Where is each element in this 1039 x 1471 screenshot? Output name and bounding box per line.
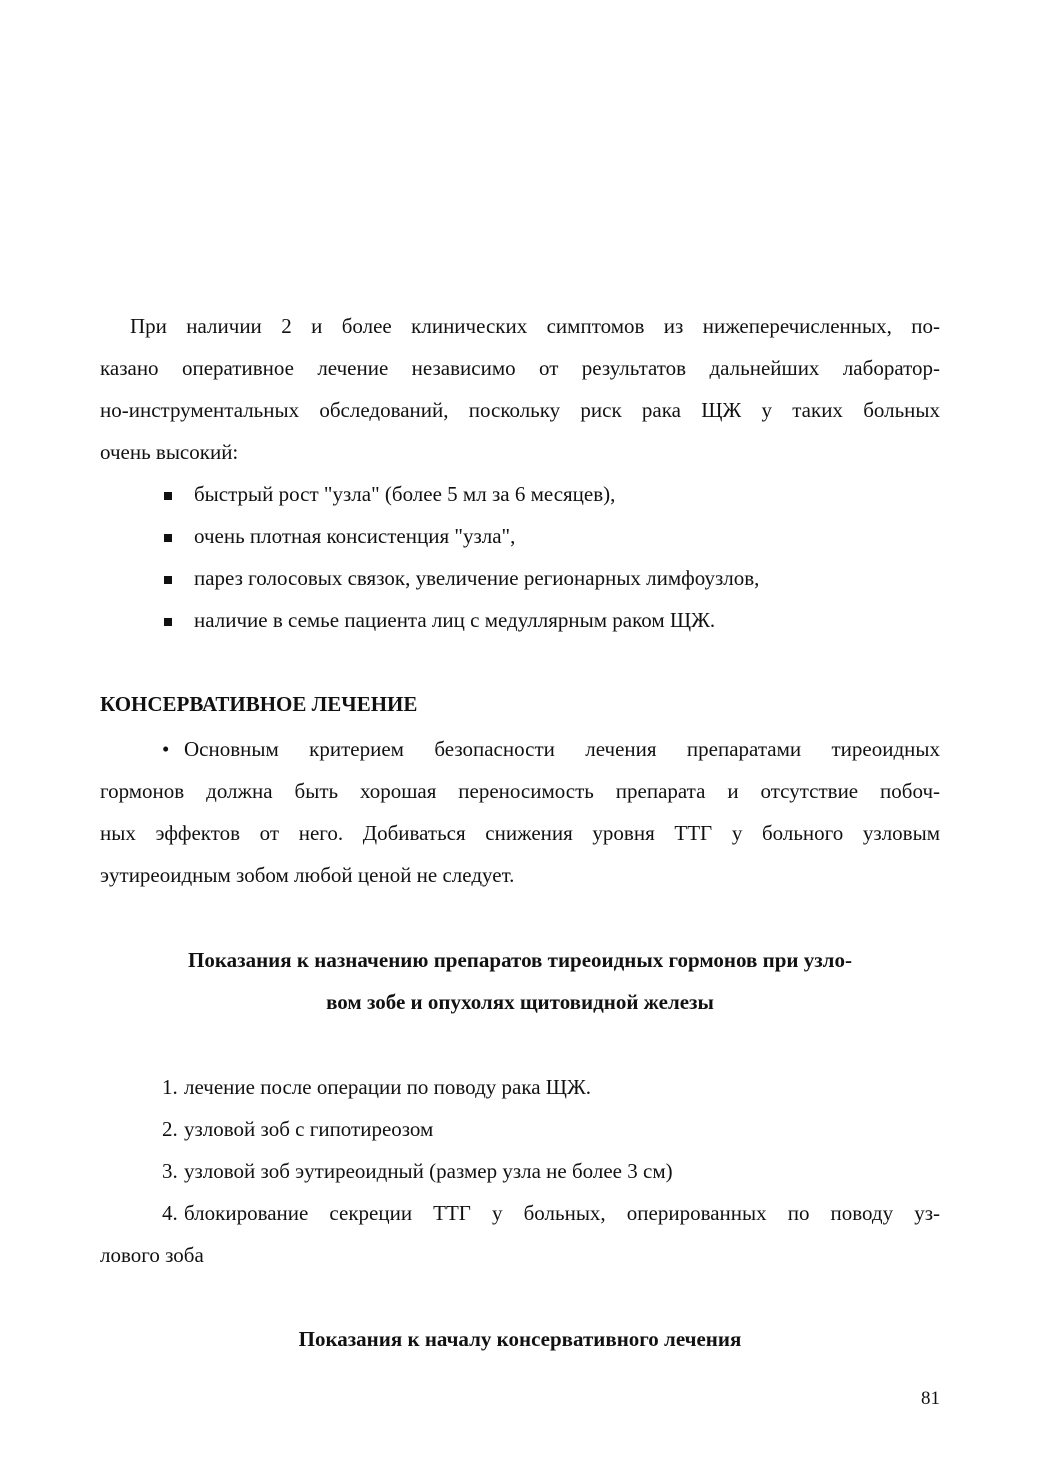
indication-item-1: лечение после операции по поводу рака ЩЖ. <box>184 1075 592 1099</box>
conservative-line-4: эутиреоидным зобом любой ценой не следует. <box>100 863 515 887</box>
list-number: 1. <box>162 1075 178 1099</box>
indication-item-3: узловой зоб эутиреоидный (размер узла не более 3 см) <box>184 1159 673 1183</box>
conservative-line-2: гормонов должна быть хорошая переносимость препарата и отсутствие побоч- <box>100 779 940 803</box>
square-bullet-icon <box>164 534 172 542</box>
indications-heading-line-1: Показания к назначению препаратов тиреоидных гормонов при узло- <box>188 948 852 972</box>
conservative-line-3: ных эффектов от него. Добиваться снижения уровня ТТГ у больного узловым <box>100 821 940 845</box>
symptom-item-3: парез голосовых связок, увеличение регионарных лимфоузлов, <box>194 566 760 590</box>
start-treatment-heading: Показания к началу консервативного лечения <box>298 1327 742 1351</box>
indications-heading-line-2: вом зобе и опухолях щитовидной железы <box>326 990 714 1014</box>
indication-item-4: блокирование секреции ТТГ у больных, оперированных по поводу уз- <box>184 1201 940 1225</box>
symptom-item-2: очень плотная консистенция "узла", <box>194 524 516 548</box>
round-bullet-icon: • <box>162 737 170 761</box>
intro-line-3: но-инструментальных обследований, поскольку риск рака ЩЖ у таких больных <box>100 398 940 422</box>
indication-item-4-continuation: лового зоба <box>100 1243 204 1267</box>
square-bullet-icon <box>164 492 172 500</box>
page-number: 81 <box>921 1388 940 1409</box>
symptom-item-1: быстрый рост "узла" (более 5 мл за 6 месяцев), <box>194 482 616 506</box>
indication-item-2: узловой зоб с гипотиреозом <box>184 1117 434 1141</box>
intro-line-1: При наличии 2 и более клинических симптомов из нижеперечисленных, по- <box>130 314 940 338</box>
symptom-item-4: наличие в семье пациента лиц с медуллярным раком ЩЖ. <box>194 608 716 632</box>
conservative-line-1: Основным критерием безопасности лечения препаратами тиреоидных <box>184 737 940 761</box>
intro-line-2: казано оперативное лечение независимо от результатов дальнейших лаборатор- <box>100 356 940 380</box>
intro-line-4: очень высокий: <box>100 440 239 464</box>
conservative-heading: КОНСЕРВАТИВНОЕ ЛЕЧЕНИЕ <box>100 692 418 716</box>
list-number: 3. <box>162 1159 178 1183</box>
square-bullet-icon <box>164 618 172 626</box>
square-bullet-icon <box>164 576 172 584</box>
list-number: 4. <box>162 1201 178 1225</box>
list-number: 2. <box>162 1117 178 1141</box>
